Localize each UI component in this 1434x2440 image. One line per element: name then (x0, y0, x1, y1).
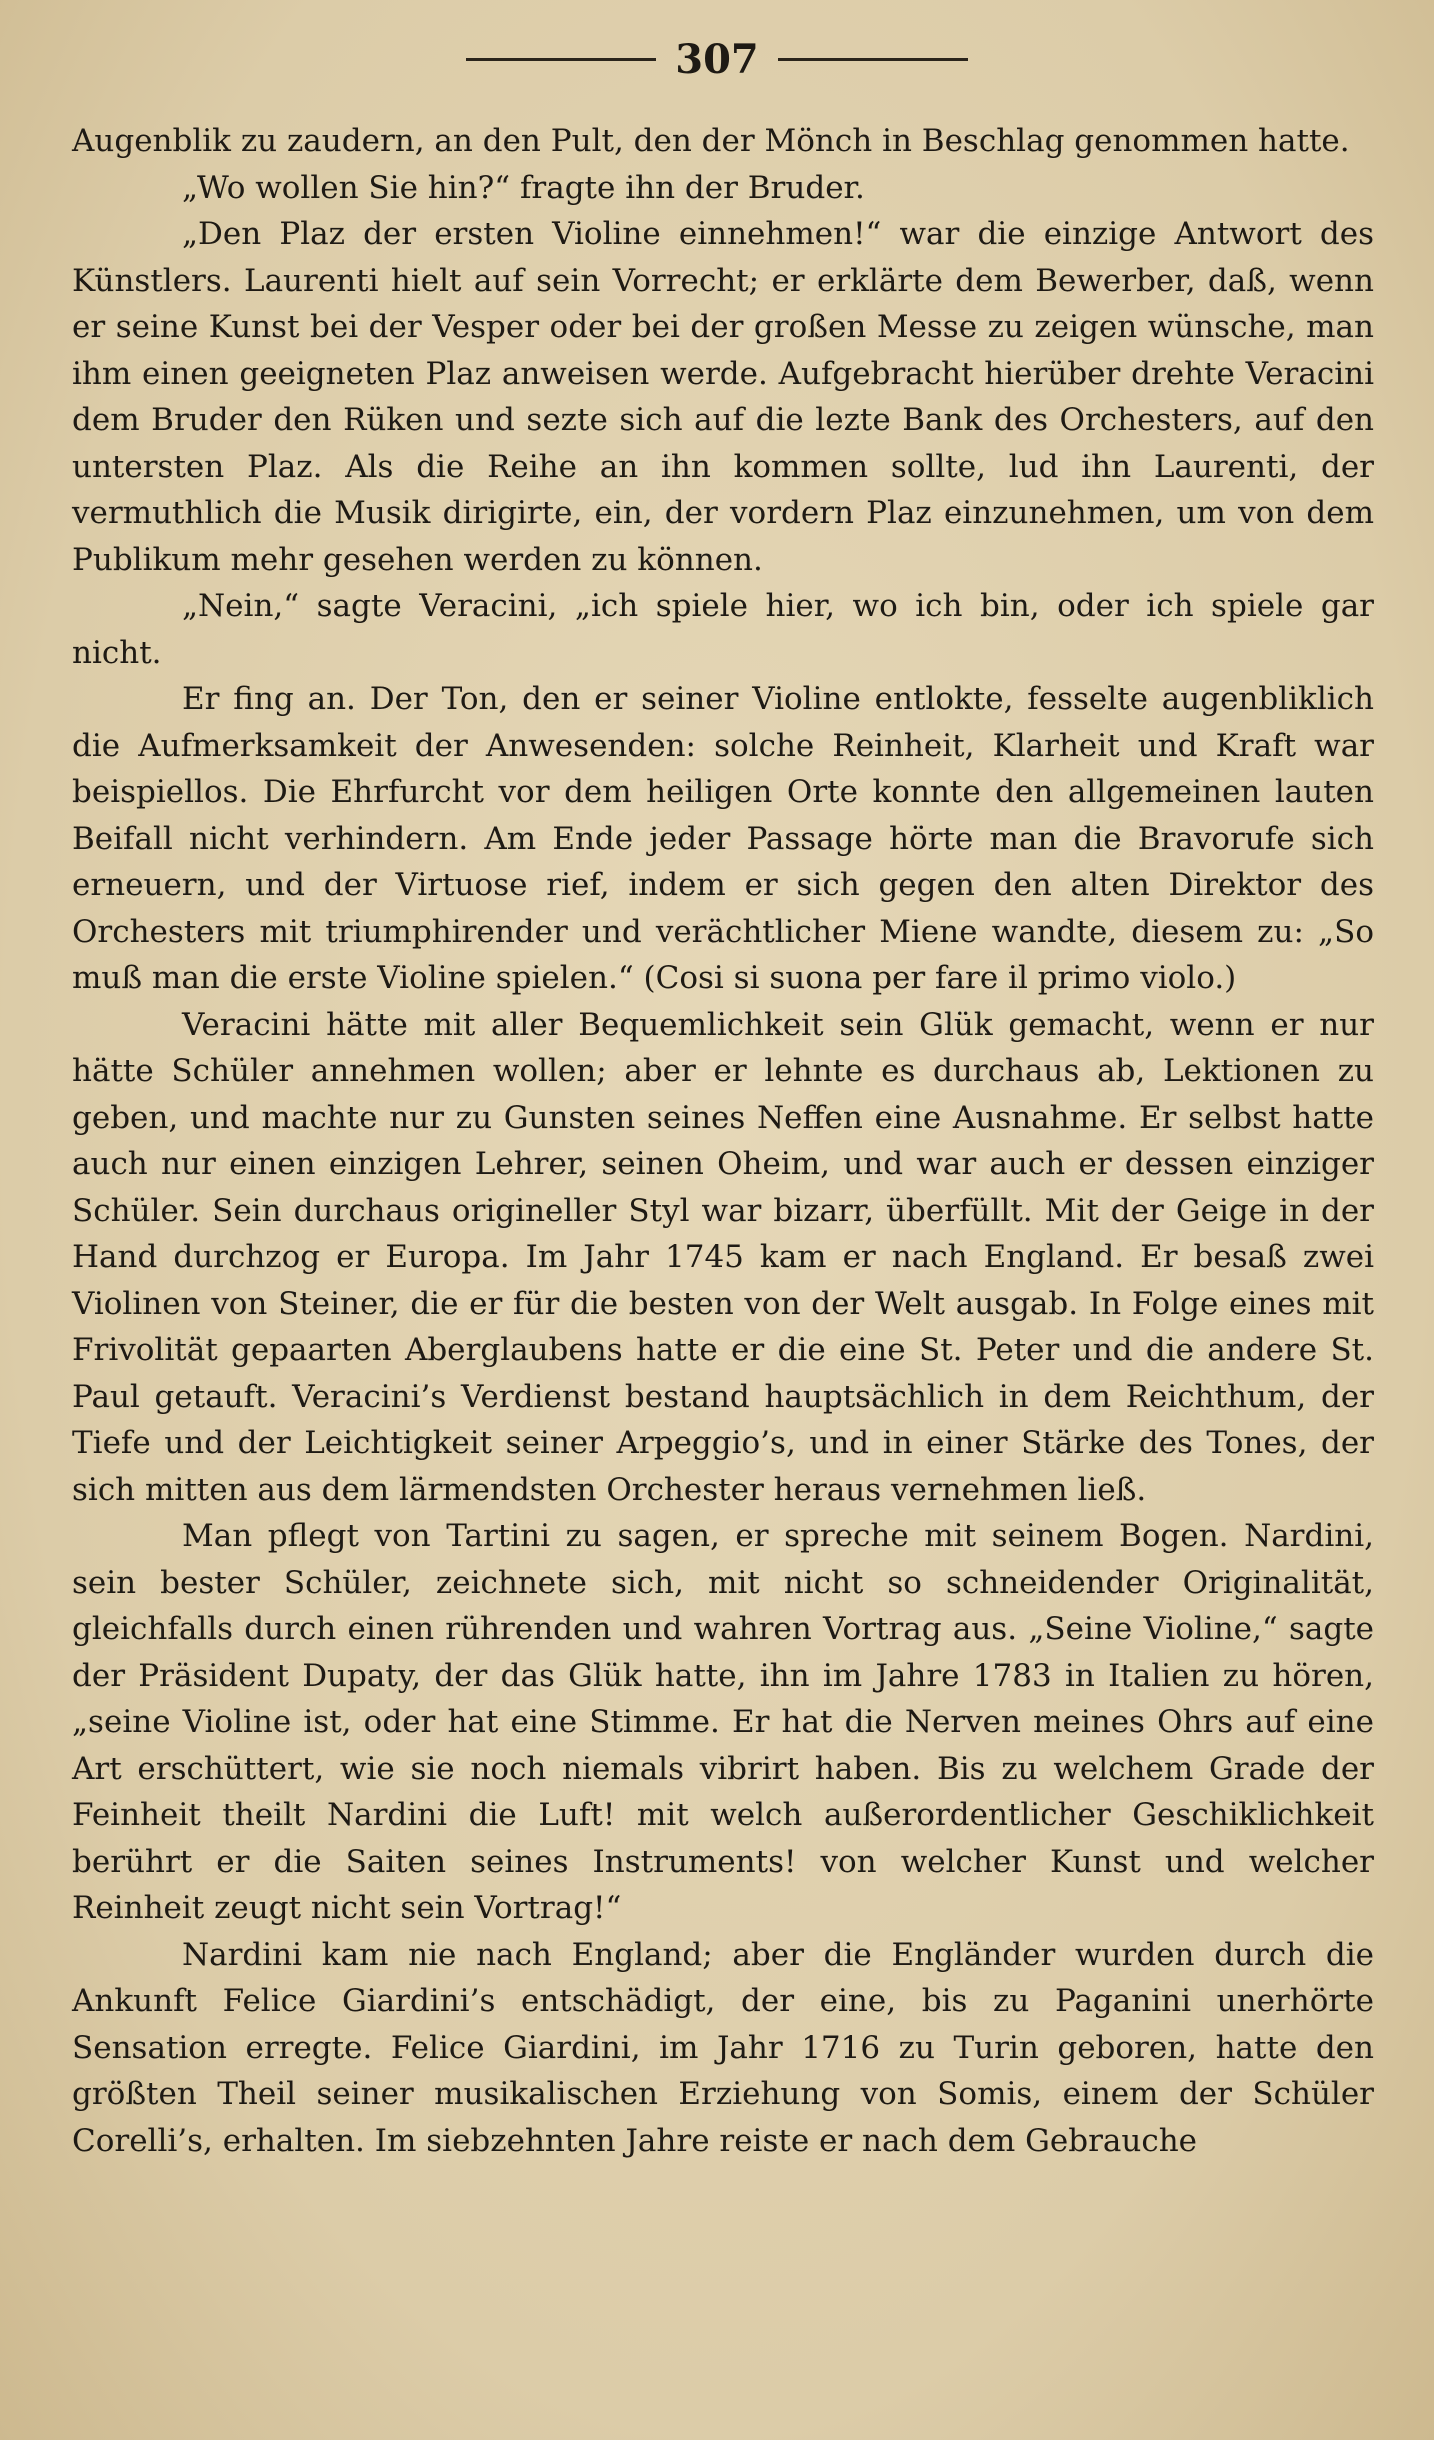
paragraph: „Den Plaz der ersten Violine einnehmen!“ war die einzige Antwort des Künstlers. Laurenti hielt auf sein Vorrecht; er erklärte dem Bewerber, daß, wenn er seine Kunst bei der Vesper oder bei der großen Messe zu zeigen wünsche, man ihm einen geeigneten Plaz anweisen werde. Aufgebracht hierüber drehte Veracini dem Bruder den Rüken und sezte sich auf die lezte Bank des Orchesters, auf den untersten Plaz. Als die Reihe an ihn kommen sollte, lud ihn Laurenti, der vermuthlich die Musik dirigirte, ein, der vordern Plaz einzunehmen, um von dem Publikum mehr gesehen werden zu können. (72, 216, 1374, 578)
paragraph: Nardini kam nie nach England; aber die Engländer wurden durch die Ankunft Felice Giardini’s entschädigt, der eine, bis zu Paganini unerhörte Sensation erregte. Felice Giardini, im Jahr 1716 zu Turin geboren, hatte den größten Theil seiner musikalischen Erziehung von Somis, einem der Schüler Corelli’s, erhalten. Im siebzehnten Jahre reiste er nach dem Gebrauche (72, 1936, 1374, 2159)
paragraph: „Wo wollen Sie hin?“ fragte ihn der Bruder. (182, 169, 865, 206)
header-rule-right (778, 58, 968, 61)
paragraph: Veracini hätte mit aller Bequemlichkeit sein Glük gemacht, wenn er nur hätte Schüler annehmen wollen; aber er lehnte es durchaus ab, Lektionen zu geben, und machte nur zu Gunsten seines Neffen eine Ausnahme. Er selbst hatte auch nur einen einzigen Lehrer, seinen Oheim, und war auch er dessen einziger Schüler. Sein durchaus origineller Styl war bizarr, überfüllt. Mit der Geige in der Hand durchzog er Europa. Im Jahr 1745 kam er nach England. Er besaß zwei Violinen von Steiner, die er für die besten von der Welt ausgab. In Folge eines mit Frivolität gepaarten Aberglaubens hatte er die eine St. Peter und die andere St. Paul getauft. Veracini’s Verdienst bestand hauptsächlich in dem Reichthum, der Tiefe und der Leichtigkeit seiner Arpeggio’s, und in einer Stärke des Tones, der sich mitten aus dem lärmendsten Orchester heraus vernehmen ließ. (72, 1006, 1374, 1508)
paragraph: Man pflegt von Tartini zu sagen, er spreche mit seinem Bogen. Nardini, sein bester Schüler, zeichnete sich, mit nicht so schneidender Originalität, gleichfalls durch einen rührenden und wahren Vortrag aus. „Seine Violine,“ sagte der Präsident Dupaty, der das Glük hatte, ihn im Jahre 1783 in Italien zu hören, „seine Violine ist, oder hat eine Stimme. Er hat die Nerven meines Ohrs auf eine Art erschüttert, wie sie noch niemals vibrirt haben. Bis zu welchem Grade der Feinheit theilt Nardini die Luft! mit welch außerordentlicher Geschiklichkeit berührt er die Saiten seines Instruments! von welcher Kunst und welcher Reinheit zeugt nicht sein Vortrag!“ (72, 1518, 1374, 1926)
header-rule-left (466, 58, 656, 61)
page-body (72, 118, 1374, 2164)
page-number: 307 (675, 36, 759, 83)
paragraph: Er fing an. Der Ton, den er seiner Violine entlokte, fesselte augenbliklich die Aufmerksamkeit der Anwesenden: solche Reinheit, Klarheit und Kraft war beispiellos. Die Ehrfurcht vor dem heiligen Orte konnte den allgemeinen lauten Beifall nicht verhindern. Am Ende jeder Passage hörte man die Bravorufe sich erneuern, und der Virtuose rief, indem er sich gegen den alten Direktor des Orchesters mit triumphirender und verächtlicher Miene wandte, diesem zu: „So muß man die erste Violine spielen.“ (Cosi si suona per fare il primo violo.) (72, 681, 1374, 996)
paragraph: „Nein,“ sagte Veracini, „ich spiele hier, wo ich bin, oder ich spiele gar nicht. (72, 588, 1374, 671)
page-header (0, 36, 1434, 83)
paragraph: Augenblik zu zaudern, an den Pult, den der Mönch in Beschlag genommen hatte. (72, 123, 1350, 159)
